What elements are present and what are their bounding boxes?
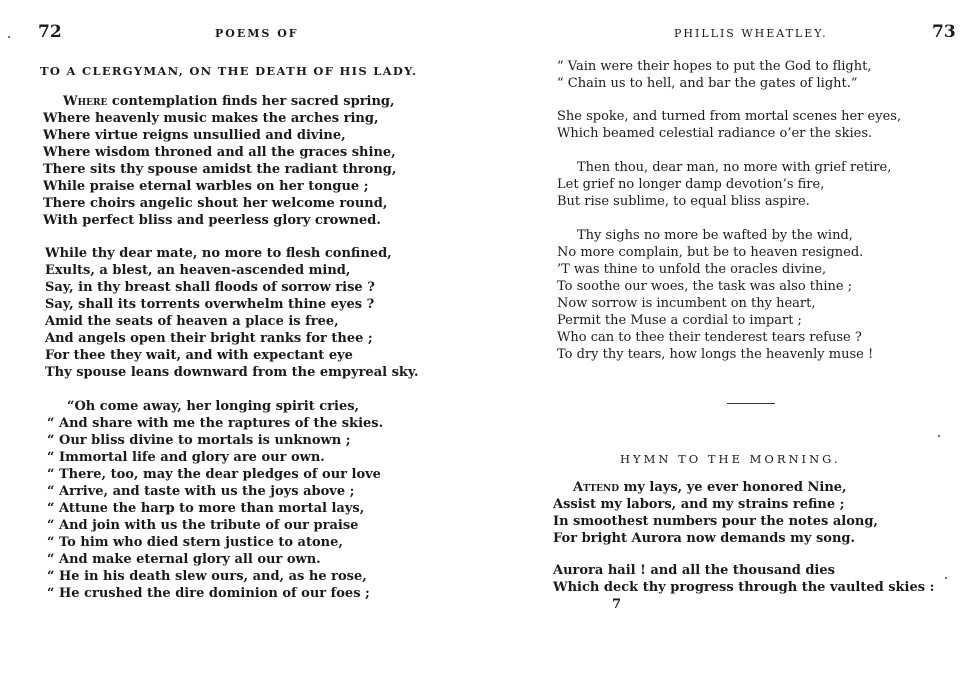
poem-line: “ Immortal life and glory are our own.	[47, 450, 325, 465]
poem-line: Thy sighs no more be wafted by the wind,	[577, 228, 853, 243]
poem-line: Where heavenly music makes the arches ring,	[43, 111, 379, 126]
poem-line: Where contemplation finds her sacred spring,	[63, 94, 395, 109]
poem-line: “ And make eternal glory all our own.	[47, 552, 321, 567]
poem-line: To dry thy tears, how longs the heavenly muse !	[557, 347, 874, 362]
poem-line: To soothe our woes, the task was also thine ;	[557, 279, 853, 294]
poem-line: Let grief no longer damp devotion’s fire,	[557, 177, 825, 192]
poem-line: “ Chain us to hell, and bar the gates of light.”	[557, 76, 858, 91]
stanza-3	[557, 159, 891, 210]
poem-line: She spoke, and turned from mortal scenes her eyes,	[557, 109, 902, 124]
poem-line: Permit the Muse a cordial to impart ;	[557, 313, 802, 328]
poem-line: In smoothest numbers pour the notes along,	[553, 514, 878, 529]
stanza-1	[43, 93, 396, 229]
poem-line: “ Attune the harp to more than mortal lays,	[47, 501, 365, 516]
poem-line: Who can to thee their tenderest tears refuse ?	[557, 330, 862, 345]
scan-speck	[8, 36, 10, 38]
poem-line: No more complain, but be to heaven resigned.	[557, 245, 864, 260]
poem-line: Then thou, dear man, no more with grief retire,	[577, 160, 892, 175]
poem-line: Say, in thy breast shall floods of sorrow rise ?	[45, 280, 375, 295]
hymn-stanza-1	[553, 479, 878, 547]
poem-line: “ Arrive, and taste with us the joys above ;	[47, 484, 355, 499]
page-number: 73	[932, 22, 956, 42]
poem-line: “ He crushed the dire dominion of our foes ;	[47, 586, 370, 601]
poem-line: “ To him who died stern justice to atone,	[47, 535, 343, 550]
poem-line: Assist my labors, and my strains refine ;	[553, 497, 845, 512]
stanza-1	[557, 58, 871, 92]
poem-line: Amid the seats of heaven a place is free,	[45, 314, 339, 329]
hymn-stanza-2	[553, 562, 934, 596]
poem-line: And angels open their bright ranks for thee ;	[45, 331, 373, 346]
stanza-4	[557, 227, 873, 363]
hymn-title: HYMN TO THE MORNING.	[620, 452, 841, 466]
poem-line: Attend my lays, ye ever honored Nine,	[573, 480, 847, 495]
drop-word: Attend	[573, 480, 620, 495]
poem-line: Where virtue reigns unsullied and divine,	[43, 128, 346, 143]
poem-line: “Oh come away, her longing spirit cries,	[67, 399, 360, 414]
poem-line: Aurora hail ! and all the thousand dies	[553, 563, 835, 578]
page-number: 72	[38, 22, 62, 42]
poem-line: Which beamed celestial radiance o’er the skies.	[557, 126, 873, 141]
poem-line: “ And share with me the raptures of the skies.	[47, 416, 384, 431]
stanza-2	[45, 245, 419, 381]
poem-line: Say, shall its torrents overwhelm thine eyes ?	[45, 297, 375, 312]
poem-line: Where wisdom throned and all the graces shine,	[43, 145, 396, 160]
poem-line: “ There, too, may the dear pledges of our love	[47, 467, 381, 482]
scan-speck	[938, 435, 940, 437]
poem-line: While praise eternal warbles on her tongue ;	[43, 179, 369, 194]
poem-line: Thy spouse leans downward from the empyreal sky.	[45, 365, 419, 380]
drop-word: Where	[63, 94, 108, 109]
poem-line: Exults, a blest, an heaven-ascended mind,	[45, 263, 351, 278]
stanza-3	[47, 398, 383, 602]
poem-line: Which deck thy progress through the vaulted skies :	[553, 580, 935, 595]
poem-line: For bright Aurora now demands my song.	[553, 531, 856, 546]
poem-line: “ He in his death slew ours, and, as he rose,	[47, 569, 367, 584]
running-head: PHILLIS WHEATLEY.	[674, 27, 828, 40]
scan-speck	[945, 577, 947, 579]
running-head: POEMS OF	[215, 27, 299, 40]
poem-title: TO A CLERGYMAN, ON THE DEATH OF HIS LADY.	[40, 64, 418, 78]
poem-line: But rise sublime, to equal bliss aspire.	[557, 194, 810, 209]
poem-line: “ Our bliss divine to mortals is unknown ;	[47, 433, 351, 448]
poem-line: While thy dear mate, no more to flesh confined,	[45, 246, 392, 261]
poem-line: Now sorrow is incumbent on thy heart,	[557, 296, 816, 311]
poem-line: “ Vain were their hopes to put the God to flight,	[557, 59, 872, 74]
poem-line: With perfect bliss and peerless glory crowned.	[43, 213, 381, 228]
poem-line: ’T was thine to unfold the oracles divine,	[557, 262, 827, 277]
section-divider	[727, 403, 775, 404]
stanza-2	[557, 108, 901, 142]
right-page	[490, 0, 980, 674]
poem-line: For thee they wait, and with expectant eye	[45, 348, 353, 363]
poem-line: There choirs angelic shout her welcome round,	[43, 196, 388, 211]
poem-line: There sits thy spouse amidst the radiant throng,	[43, 162, 397, 177]
poem-line: “ And join with us the tribute of our praise	[47, 518, 359, 533]
signature-mark: 7	[612, 597, 622, 612]
